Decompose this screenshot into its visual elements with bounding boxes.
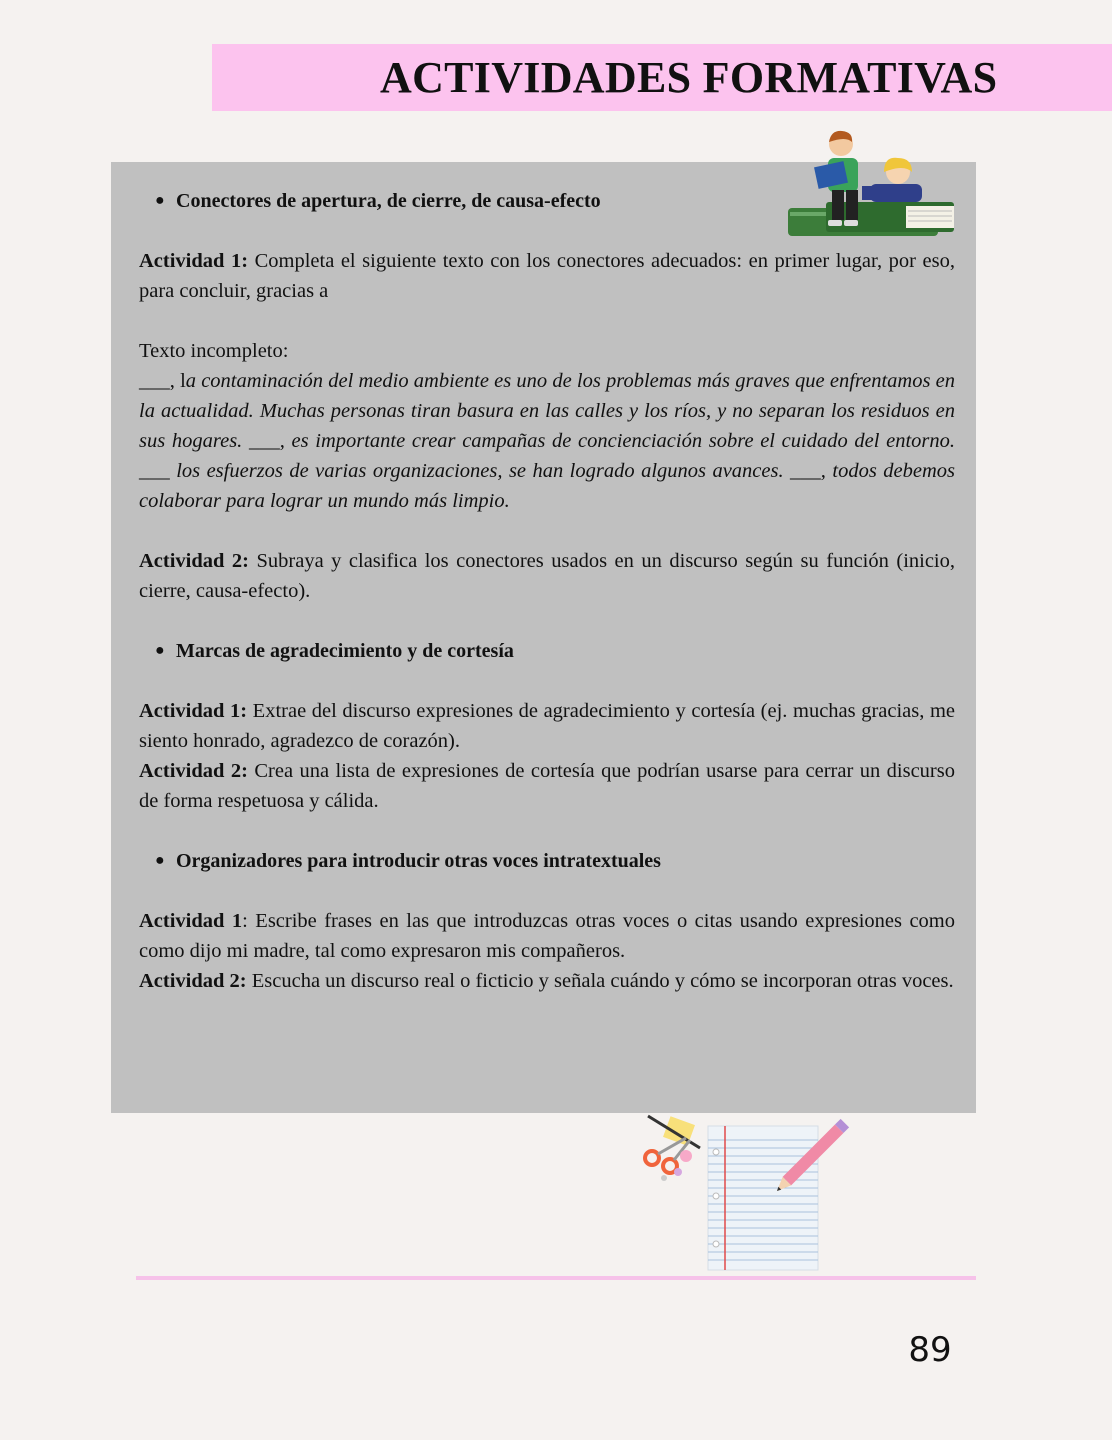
activity-paragraph: Actividad 2: Crea una lista de expresiones de cortesía que podrían usarse para cerrar un discurso de forma respetuosa y cálida.	[139, 760, 955, 812]
activity-paragraph: Actividad 1: Extrae del discurso expresiones de agradecimiento y cortesía (ej. muchas gracias, me siento honrado, agradezco de corazón).	[139, 700, 956, 752]
activity-paragraph: Actividad 2: Subraya y clasifica los conectores usados en un discurso según su función (inicio, cierre, causa-efecto).	[139, 550, 956, 602]
activities-content	[139, 186, 955, 996]
incomplete-text-label: Texto incompleto:	[139, 340, 289, 362]
activity-paragraph: Actividad 2: Escucha un discurso real o ficticio y señala cuándo y cómo se incorporan otras voces.	[139, 970, 954, 992]
activity-label: Actividad 2:	[139, 550, 249, 572]
footer-divider	[136, 1276, 976, 1280]
bullet-icon: ●	[155, 642, 165, 659]
incomplete-text: ___, la contaminación del medio ambiente es uno de los problemas más graves que enfrentamos en la actualidad. Muchas personas tiran basura en las calles y los ríos, y no separan los residuos en sus hogares. ___, es importante crear campañas de concienciación sobre el cuidado del entorno. ___ los esfuerzos de varias organizaciones, se han logrado algunos avances. ___, todos debemos colaborar para lograr un mundo más limpio.	[139, 370, 955, 512]
activity-label: Actividad 1	[139, 910, 243, 932]
bullet-icon: ●	[155, 852, 165, 869]
page-title: ACTIVIDADES FORMATIVAS	[380, 53, 998, 102]
section-heading: ● Organizadores para introducir otras voces intratextuales	[139, 846, 955, 876]
section-heading: ● Conectores de apertura, de cierre, de causa-efecto	[139, 186, 955, 216]
activity-paragraph: Actividad 1: Completa el siguiente texto con los conectores adecuados: en primer lugar, por eso, para concluir, gracias a	[139, 250, 956, 302]
section-heading: ● Marcas de agradecimiento y de cortesía	[139, 636, 955, 666]
activity-label: Actividad 1:	[139, 700, 248, 722]
bullet-icon: ●	[155, 192, 165, 209]
activity-label: Actividad 2:	[139, 760, 248, 782]
page-number: 89	[908, 1330, 952, 1370]
stationery-illustration	[636, 1108, 856, 1276]
activity-paragraph: Actividad 1: Escribe frases en las que introduzcas otras voces o citas usando expresiones como como dijo mi madre, tal como expresaron mis compañeros.	[139, 910, 955, 962]
activity-label: Actividad 1:	[139, 250, 249, 272]
activity-label: Actividad 2:	[139, 970, 247, 992]
